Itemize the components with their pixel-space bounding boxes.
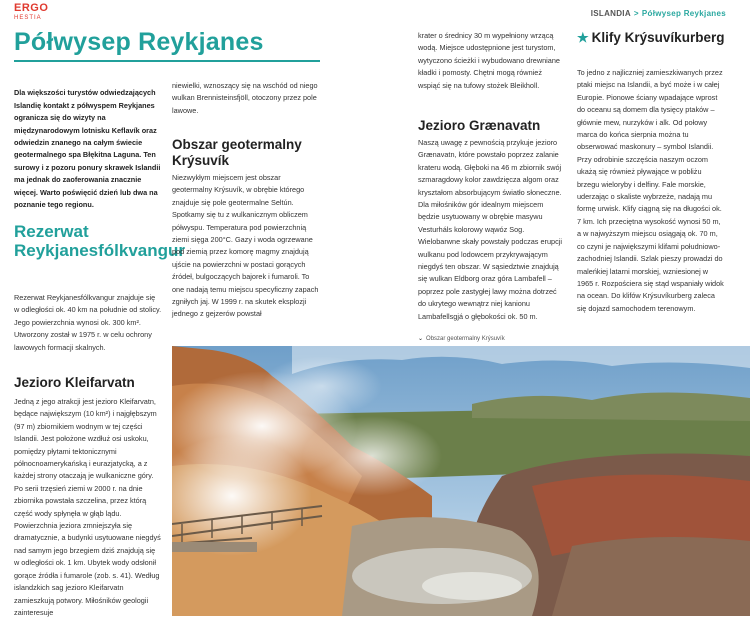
logo [14,3,48,21]
section-body-rezerwat: Rezerwat Reykjanesfólkvangur znajduje się w odległości ok. 40 km na południe od stolicy. Jego powierzchnia wynosi ok. 300 km². Utworzony został w 1975 r. w celu ochrony lawowych formacji skalnych. [14,293,162,352]
logo-subname: HESTIA [14,15,42,21]
section-heading-graenavatn: Jezioro Grænavatn [418,118,541,133]
geothermal-photo [172,346,750,616]
section-body-graenavatn: Naszą uwagę z pewnością przykuje jezioro Grænavatn, które powstało poprzez zalanie krateru wodą. Głęboki na 46 m zbiornik swój szmaragdowy kolor zawdzięcza algom oraz kryształom absorbującym światło słoneczne. Dla miłośników gór idealnym miejscem będzie usytuowany w obrębie masywu Vesturháls kolorowy wąwóz Sog. Wielobarwne skały powstały podczas erupcji wulkanu pod lodowcem przykrywającym niegdyś ten obszar. W sąsiedztwie znajdują się wulkan Eldborg oraz góra Lambafell – poprzez pole zastygłej lawy można dotrzeć do ukrytego wewnątrz niej kanionu Lambafellsgjá o głębokości ok. 50 m. [418,138,562,321]
breadcrumb-parent: ISLANDIA [590,9,631,18]
breadcrumb-separator: > [633,9,639,18]
section-body-kleifarvatn: Jedną z jego atrakcji jest jezioro Kleifarvatn, będące największym (10 km²) i najgłębszym (97 m) zbiornikiem wodnym w tej części Islandii. Jest położone wzdłuż osi uskoku, pomiędzy płytami tektonicznymi północnoamerykańską i eurazjatycką, a z każdej strony otaczają je wulkaniczne góry. Po serii trzęsień ziemi w 2000 r. na dnie zbiornika powstała szczelina, przez którą część wody spłynęła w głąb lądu. Powierzchnia jeziora zmniejszyła się dramatycznie, a budynki usytuowane niegdyś nad samym jego brzegiem dziś znajdują się w odległości ok. 1 km. Ubytek wody odsłonił gorące źródła i fumarole (zob. s. 41). Według islandzkich sag jezioro Kleifarvatn zamieszkują potwory. Miłośników geologii zainteresuje [14,397,161,617]
section-heading-klify [577,30,725,46]
title-rule [14,60,320,62]
intro-paragraph: Dla większości turystów odwiedzających Islandię kontakt z półwyspem Reykjanes ogranicza się do wizyty na międzynarodowym lotnisku Keflavík oraz odwiedzin znanego na całym świecie geotermalnego spa Błękitna Laguna. Ten surowy i z pozoru ponury skrawek Islandii ma jednak do zaoferowania znacznie więcej. Warto poświęcić dzień lub dwa na poznanie tego regionu. [14,88,161,209]
section-body-krysuvik: Niezwykłym miejscem jest obszar geotermalny Krýsuvík, w obrębie którego znajduje się pole geotermalne Seltún. Spotkamy się tu z wulkanicznym obliczem półwyspu. Temperatura pod powierzchnią ziemi sięga 200°C. Gazy i woda ogrzewane pod ziemią przez komorę magmy znajdują ujście na powierzchni w postaci gorących źródeł, bulgoczących bajorek i fumaroli. To one nadają temu miejscu specyficzny zapach zgniłych jaj. W 1999 r. na skutek eksplozji jednego z gejzerów powstał [172,173,319,319]
chevron-down-icon: ⌄ [418,336,424,342]
column3-continuation: krater o średnicy 30 m wypełniony wrzącą wodą. Miejsce udostępnione jest turystom, wytyczono ścieżki i wybudowano drewniane kładki i pomosty. Chętni mogą również wspiąć się na tufowy stożek Bleikholl. [418,31,560,90]
section-heading-kleifarvatn: Jezioro Kleifarvatn [14,375,135,390]
section-rezerwat [14,222,186,260]
photo-caption-text: Obszar geotermalny Krýsuvík [426,336,505,342]
section-heading: Rezerwat Reykjanesfólkvangur [14,222,186,260]
page-title: Półwysep Reykjanes [14,28,264,56]
section-heading-klify-text: Klify Krýsuvíkurberg [591,30,725,45]
section-heading-krysuvik: Obszar geotermalny Krýsuvík [172,137,302,168]
column2-continuation: niewielki, wznoszący się na wschód od niego wulkan Brennisteinsfjöll, otoczony przez pole lawowe. [172,81,318,115]
photo-caption [418,335,505,342]
breadcrumb-current: Półwysep Reykjanes [641,9,726,18]
star-icon: ★ [577,30,589,45]
section-body-klify: To jedno z najliczniej zamieszkiwanych przez ptaki miejsc na Islandii, a być może i w całej Europie. Pionowe ściany wpadające wprost do oceanu są domem dla tysięcy ptaków – głównie mew, nurzyków i alk. Od połowy marca do końca sierpnia można tu obserwować maskonury – symbol Islandii. Przy odrobinie szczęścia naszym oczom ukażą się również pływające w pobliżu brzegu wieloryby i delfiny. Fale morskie, uderzając o skaliste wybrzeże, nadają mu formę urwisk. Klify ciągną się na długości ok. 7 km. Ich przeciętna wysokość wynosi 50 m, a w najwyższym miejscu osiągają ok. 70 m, co czyni je największymi klifami południowo-zachodniej Islandii. Szlak pieszy prowadzi do maleńkiej latarni morskiej, wzniesionej w 1965 r. Rozpościera się stąd wspaniały widok na ocean. Do klifów Krýsuvíkurberg zaleca się dojazd samochodem terenowym. [577,68,724,313]
logo-name: ERGO [14,2,49,14]
breadcrumb [591,9,726,18]
